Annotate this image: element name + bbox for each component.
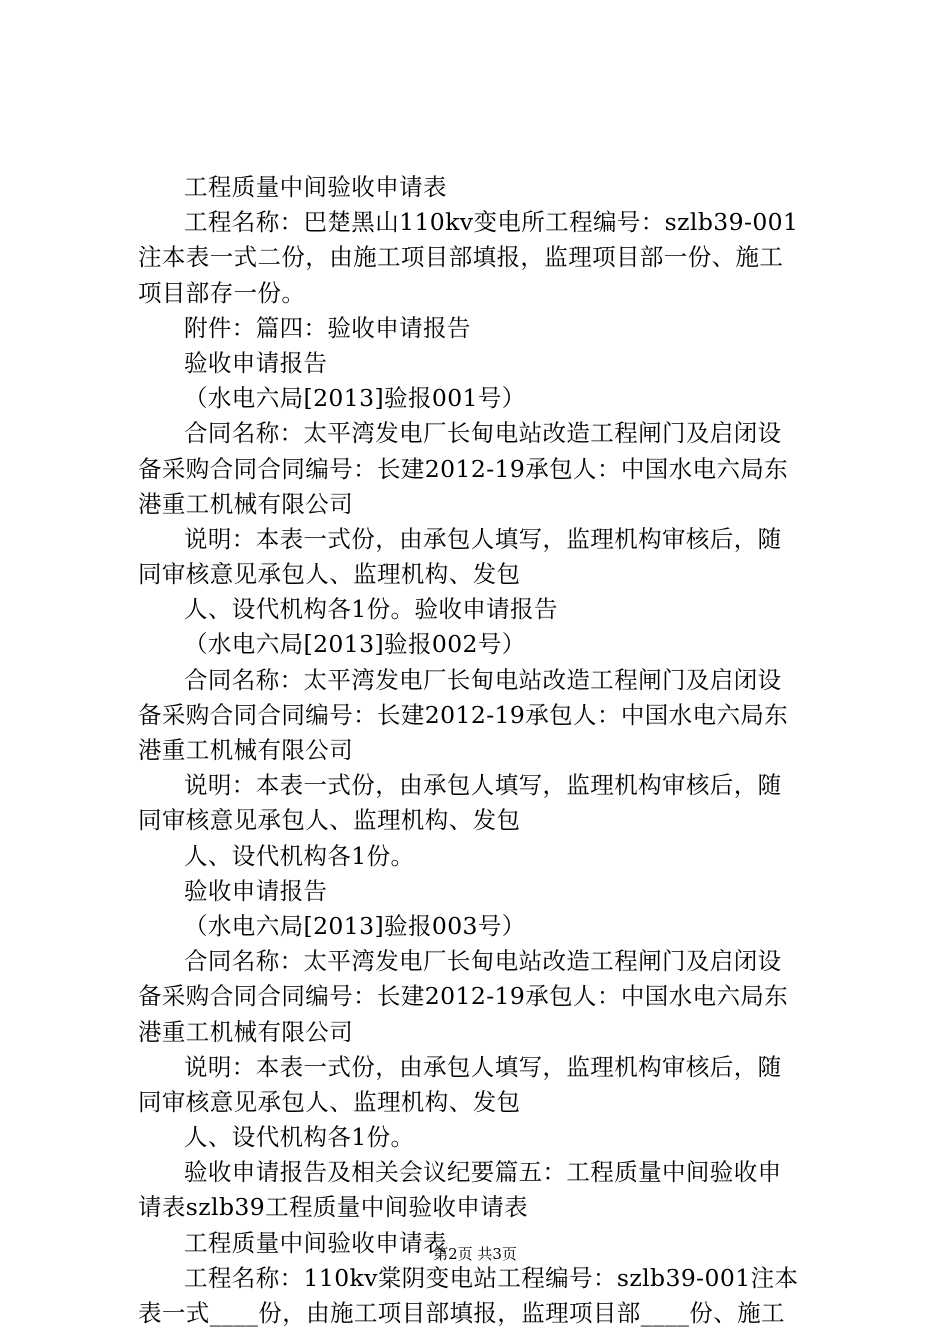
text-line: 验收申请报告及相关会议纪要篇五：工程质量中间验收申 [184,1158,782,1187]
text-line: 说明：本表一式份，由承包人填写，监理机构审核后，随 [184,1052,782,1081]
text-line: 工程质量中间验收申请表 [184,173,447,201]
text-line: 验收申请报告 [184,348,328,377]
text-line: 备采购合同合同编号：长建2012-19承包人：中国水电六局东 [138,454,789,483]
text-line: 人、设代机构各1份。 [184,1123,415,1152]
text-line: 项目部存一份。 [138,278,306,307]
text-line: 验收申请报告 [184,876,328,905]
text-line: 同审核意见承包人、监理机构、发包 [138,806,521,835]
text-line: 人、设代机构各1份。 [184,841,415,870]
text-line: 工程质量中间验收申请表 [184,1228,447,1257]
text-line: 请表szlb39工程质量中间验收申请表 [138,1193,529,1222]
text-line: 备采购合同合同编号：长建2012-19承包人：中国水电六局东 [138,982,789,1011]
page-footer: 第2页 共3页 [433,1245,517,1263]
text-line: 港重工机械有限公司 [138,1017,354,1046]
text-line: 工程名称：110kv棠阴变电站工程编号：szlb39-001注本 [184,1263,799,1292]
text-line: 合同名称：太平湾发电厂长甸电站改造工程闸门及启闭设 [184,665,782,694]
text-line: （水电六局[2013]验报002号） [184,630,526,659]
text-line: 同审核意见承包人、监理机构、发包 [138,560,521,589]
text-line: （水电六局[2013]验报003号） [184,911,526,940]
text-line: （水电六局[2013]验报001号） [184,384,526,413]
text-line: 港重工机械有限公司 [138,489,354,518]
text-line: 港重工机械有限公司 [138,736,354,764]
text-line: 人、设代机构各1份。验收申请报告 [184,595,558,624]
text-line: 注本表一式二份，由施工项目部填报，监理项目部一份、施工 [138,243,784,272]
text-line: 同审核意见承包人、监理机构、发包 [138,1087,521,1116]
text-line: 附件：篇四：验收申请报告 [184,313,471,342]
document-body [138,170,838,1331]
text-line: 表一式____份，由施工项目部填报，监理项目部____份、施工 [138,1299,785,1327]
text-line: 合同名称：太平湾发电厂长甸电站改造工程闸门及启闭设 [184,947,782,976]
text-line: 说明：本表一式份，由承包人填写，监理机构审核后，随 [184,524,782,553]
text-line: 工程名称：巴楚黑山110kv变电所工程编号：szlb39-001 [184,208,799,237]
text-line: 备采购合同合同编号：长建2012-19承包人：中国水电六局东 [138,700,789,729]
text-line: 说明：本表一式份，由承包人填写，监理机构审核后，随 [184,771,782,800]
text-line: 合同名称：太平湾发电厂长甸电站改造工程闸门及启闭设 [184,419,782,448]
